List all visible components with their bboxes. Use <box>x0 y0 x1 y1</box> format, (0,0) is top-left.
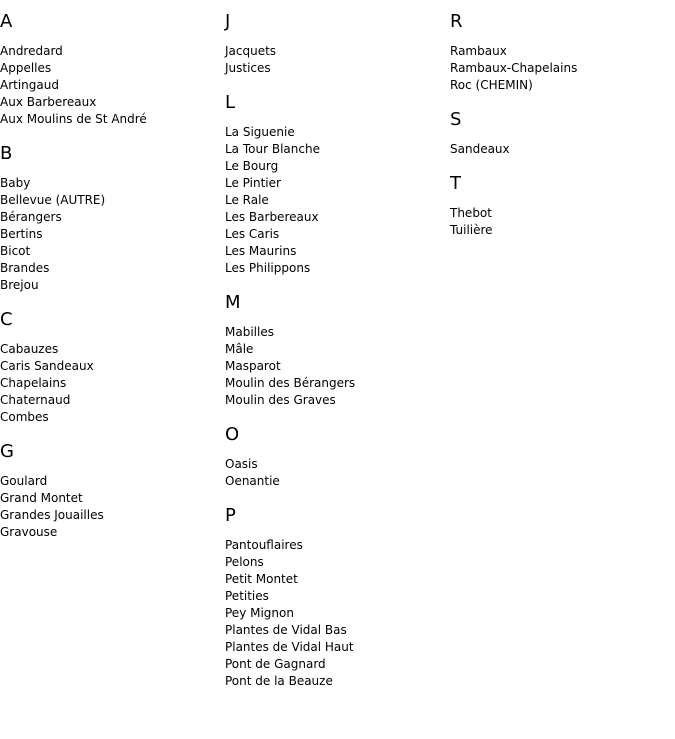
place-name-link[interactable]: Oenantie <box>225 474 280 488</box>
entry-list <box>0 473 225 541</box>
place-name-link[interactable]: Justices <box>225 61 271 75</box>
place-name-link[interactable]: Pelons <box>225 555 264 569</box>
group-letter-heading: M <box>225 292 241 313</box>
letter-group <box>450 11 675 94</box>
place-name-link[interactable]: Moulin des Bérangers <box>225 376 356 390</box>
place-name-link[interactable]: Plantes de Vidal Haut <box>225 640 354 654</box>
entry-list <box>450 43 675 94</box>
place-name-link[interactable]: Gravouse <box>0 525 58 539</box>
place-name-link[interactable]: Sandeaux <box>450 142 510 156</box>
place-name-link[interactable]: Le Pintier <box>225 176 281 190</box>
group-letter-heading: P <box>225 505 236 526</box>
entry-list <box>225 324 450 409</box>
place-name-link[interactable]: Le Rale <box>225 193 269 207</box>
place-name-link[interactable]: La Tour Blanche <box>225 142 320 156</box>
place-name-link[interactable]: Cabauzes <box>0 342 59 356</box>
place-name-link[interactable]: Artingaud <box>0 78 59 92</box>
place-name-link[interactable]: Le Bourg <box>225 159 279 173</box>
place-name-link[interactable]: Bérangers <box>0 210 62 224</box>
place-name-link[interactable]: Petit Montet <box>225 572 298 586</box>
place-name-link[interactable]: Moulin des Graves <box>225 393 336 407</box>
place-name-link[interactable]: Combes <box>0 410 49 424</box>
place-name-link[interactable]: Pey Mignon <box>225 606 294 620</box>
index-column-2 <box>225 0 450 705</box>
letter-group <box>225 92 450 277</box>
place-name-link[interactable]: Masparot <box>225 359 281 373</box>
place-name-link[interactable]: La Siguenie <box>225 125 295 139</box>
group-letter-heading: G <box>0 441 14 462</box>
place-name-link[interactable]: Mâle <box>225 342 254 356</box>
place-name-link[interactable]: Les Barbereaux <box>225 210 319 224</box>
place-name-link[interactable]: Appelles <box>0 61 52 75</box>
place-name-link[interactable]: Caris Sandeaux <box>0 359 94 373</box>
letter-group <box>225 11 450 77</box>
entry-list <box>0 43 225 128</box>
entry-list <box>0 341 225 426</box>
place-name-link[interactable]: Andredard <box>0 44 63 58</box>
letter-group <box>450 173 675 239</box>
place-name-link[interactable]: Oasis <box>225 457 258 471</box>
letter-group <box>0 143 225 294</box>
entry-list <box>0 175 225 294</box>
place-name-link[interactable]: Pantouflaires <box>225 538 303 552</box>
letter-group <box>225 505 450 690</box>
place-name-link[interactable]: Tuilière <box>450 223 493 237</box>
place-name-link[interactable]: Bicot <box>0 244 31 258</box>
place-name-link[interactable]: Mabilles <box>225 325 274 339</box>
group-letter-heading: C <box>0 309 13 330</box>
group-letter-heading: B <box>0 143 13 164</box>
group-letter-heading: L <box>225 92 236 113</box>
letter-group <box>450 109 675 158</box>
index-column-1 <box>0 0 225 556</box>
place-name-link[interactable]: Roc (CHEMIN) <box>450 78 533 92</box>
entry-list <box>225 537 450 690</box>
place-name-link[interactable]: Brandes <box>0 261 50 275</box>
place-name-link[interactable]: Grandes Jouailles <box>0 508 104 522</box>
place-name-link[interactable]: Les Caris <box>225 227 280 241</box>
letter-group <box>225 292 450 409</box>
place-name-link[interactable]: Les Philippons <box>225 261 311 275</box>
group-letter-heading: A <box>0 11 13 32</box>
place-name-link[interactable]: Rambaux-Chapelains <box>450 61 578 75</box>
place-name-link[interactable]: Aux Barbereaux <box>0 95 97 109</box>
group-letter-heading: J <box>225 11 231 32</box>
letter-group <box>0 11 225 128</box>
letter-group <box>225 424 450 490</box>
place-name-link[interactable]: Chapelains <box>0 376 67 390</box>
place-name-link[interactable]: Bellevue (AUTRE) <box>0 193 106 207</box>
place-name-link[interactable]: Plantes de Vidal Bas <box>225 623 347 637</box>
place-name-link[interactable]: Goulard <box>0 474 48 488</box>
group-letter-heading: S <box>450 109 462 130</box>
entry-list <box>450 205 675 239</box>
place-name-link[interactable]: Les Maurins <box>225 244 297 258</box>
index-column-3 <box>450 0 675 254</box>
place-name-link[interactable]: Pont de la Beauze <box>225 674 333 688</box>
entry-list <box>450 141 675 158</box>
place-name-link[interactable]: Jacquets <box>225 44 277 58</box>
group-letter-heading: O <box>225 424 240 445</box>
place-name-link[interactable]: Brejou <box>0 278 39 292</box>
letter-group <box>0 309 225 426</box>
place-name-link[interactable]: Rambaux <box>450 44 507 58</box>
entry-list <box>225 456 450 490</box>
group-letter-heading: R <box>450 11 463 32</box>
entry-list <box>225 43 450 77</box>
group-letter-heading: T <box>450 173 461 194</box>
place-name-link[interactable]: Aux Moulins de St André <box>0 112 147 126</box>
place-name-link[interactable]: Baby <box>0 176 31 190</box>
letter-group <box>0 441 225 541</box>
place-name-link[interactable]: Grand Montet <box>0 491 83 505</box>
place-name-link[interactable]: Pont de Gagnard <box>225 657 326 671</box>
place-name-link[interactable]: Thebot <box>450 206 492 220</box>
place-name-link[interactable]: Bertins <box>0 227 43 241</box>
place-name-link[interactable]: Chaternaud <box>0 393 71 407</box>
place-name-link[interactable]: Petities <box>225 589 269 603</box>
entry-list <box>225 124 450 277</box>
